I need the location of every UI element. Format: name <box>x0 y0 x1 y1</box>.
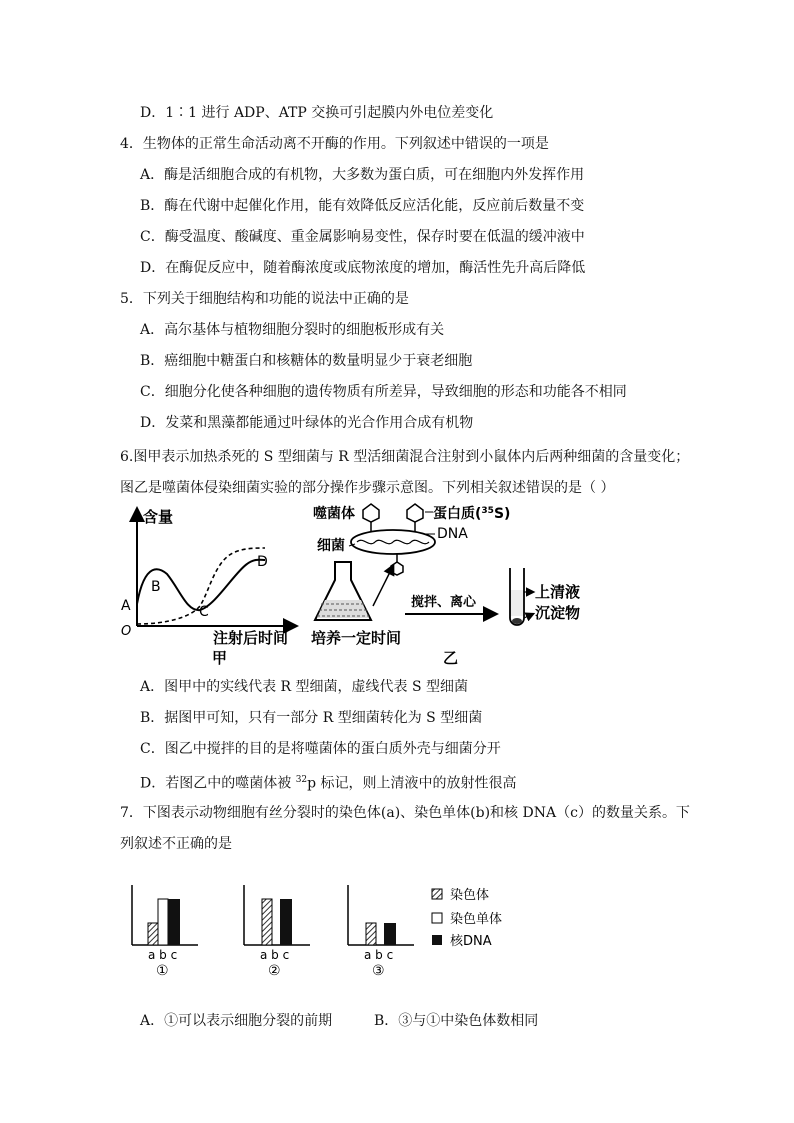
q6-option-a: A．图甲中的实线代表 R 型细菌，虚线代表 S 型细菌 <box>140 679 469 695</box>
question-5: 5．下列关于细胞结构和功能的说法中正确的是 <box>120 291 409 307</box>
bar-1b <box>158 899 168 945</box>
caption-2: ② <box>268 963 281 979</box>
label-phage: 噬菌体 <box>313 506 355 522</box>
question-6-line2: 图乙是噬菌体侵染细菌实验的部分操作步骤示意图。下列相关叙述错误的是（ ） <box>120 480 615 496</box>
q4-option-d: D．在酶促反应中，随着酶浓度或底物浓度的增加，酶活性先升高后降低 <box>140 260 586 276</box>
point-a: A <box>121 598 131 614</box>
abc-label-1: a b c <box>148 948 178 962</box>
label-supernatant: 上清液 <box>535 583 581 601</box>
bar-3c <box>384 923 396 945</box>
label-bacteria: 细菌 <box>317 538 345 554</box>
bar-chart-2 <box>244 885 310 979</box>
legend-dna: 核DNA <box>450 934 492 949</box>
phage-icon-1 <box>363 504 379 532</box>
q6-option-c: C．图乙中搅拌的目的是将噬菌体的蛋白质外壳与细菌分开 <box>140 741 501 757</box>
q5-option-a: A．高尔基体与植物细胞分裂时的细胞板形成有关 <box>140 322 445 338</box>
q5-option-d: D．发菜和黑藻都能通过叶绿体的光合作用合成有机物 <box>140 415 474 431</box>
q7-option-a: A．①可以表示细胞分裂的前期 <box>140 1013 333 1029</box>
abc-label-3: a b c <box>364 948 394 962</box>
phage-icon-2 <box>407 504 423 532</box>
q4-option-a: A．酶是活细胞合成的有机物，大多数为蛋白质，可在细胞内外发挥作用 <box>140 167 585 183</box>
q6-option-b: B．据图甲可知，只有一部分 R 型细菌转化为 S 型细菌 <box>140 710 483 726</box>
figure-yi <box>305 500 625 670</box>
point-d: D <box>257 554 268 570</box>
bar-2c <box>280 899 292 945</box>
q7-option-b: B．③与①中染色体数相同 <box>374 1013 539 1029</box>
caption-yi: 乙 <box>443 649 459 667</box>
origin-label: O <box>121 624 132 639</box>
caption-jia: 甲 <box>212 649 228 667</box>
x-axis-label: 注射后时间 <box>213 629 289 647</box>
point-c: C <box>199 604 209 620</box>
bar-2a <box>262 899 272 945</box>
label-protein: 蛋白质($^{35}$S) <box>433 506 511 522</box>
y-axis-label: 含量 <box>143 508 174 526</box>
phage-icon-3 <box>391 554 403 575</box>
flask-icon <box>315 562 371 620</box>
legend-chromosome: 染色体 <box>450 888 490 903</box>
label-dna: DNA <box>437 526 468 542</box>
question-7-line1: 7．下图表示动物细胞有丝分裂时的染色体(a)、染色单体(b)和核 DNA（c）的数量关系。下 <box>120 805 690 821</box>
bar-1c <box>168 899 180 945</box>
label-step: 搅拌、离心 <box>411 595 477 610</box>
figure-q7 <box>120 875 540 985</box>
bar-chart-3 <box>348 885 414 979</box>
question-6-line1: 6.图甲表示加热杀死的 S 型细菌与 R 型活细菌混合注射到小鼠体内后两种细菌的含量变化； <box>120 449 690 465</box>
q4-option-b: B．酶在代谢中起催化作用，能有效降低反应活化能，反应前后数量不变 <box>140 198 585 214</box>
q5-option-b: B．癌细胞中糖蛋白和核糖体的数量明显少于衰老细胞 <box>140 353 473 369</box>
bar-chart-1 <box>132 885 198 979</box>
test-tube-icon <box>510 568 524 625</box>
figure-jia <box>115 500 305 670</box>
bar-1a <box>148 923 158 945</box>
question-7-line2: 列叙述不正确的是 <box>120 836 232 852</box>
label-sediment: 沉淀物 <box>535 604 581 622</box>
bar-3a <box>366 923 376 945</box>
abc-label-2: a b c <box>260 948 290 962</box>
legend-chromatid: 染色单体 <box>450 912 503 927</box>
point-b: B <box>151 579 161 595</box>
caption-3: ③ <box>372 963 385 979</box>
caption-1: ① <box>156 963 169 979</box>
legend <box>432 887 502 949</box>
q3-option-d: D．1∶1 进行 ADP、ATP 交换可引起膜内外电位差变化 <box>140 105 494 121</box>
q4-option-c: C．酶受温度、酸碱度、重金属影响易变性，保存时要在低温的缓冲液中 <box>140 229 585 245</box>
q6-option-d: D．若图乙中的噬菌体被 $^{32}$p 标记，则上清液中的放射性很高 <box>140 775 517 792</box>
label-culture: 培养一定时间 <box>311 629 402 647</box>
question-4: 4．生物体的正常生命活动离不开酶的作用。下列叙述中错误的一项是 <box>120 136 549 152</box>
q5-option-c: C．细胞分化使各种细胞的遗传物质有所差异，导致细胞的形态和功能各不相同 <box>140 384 627 400</box>
